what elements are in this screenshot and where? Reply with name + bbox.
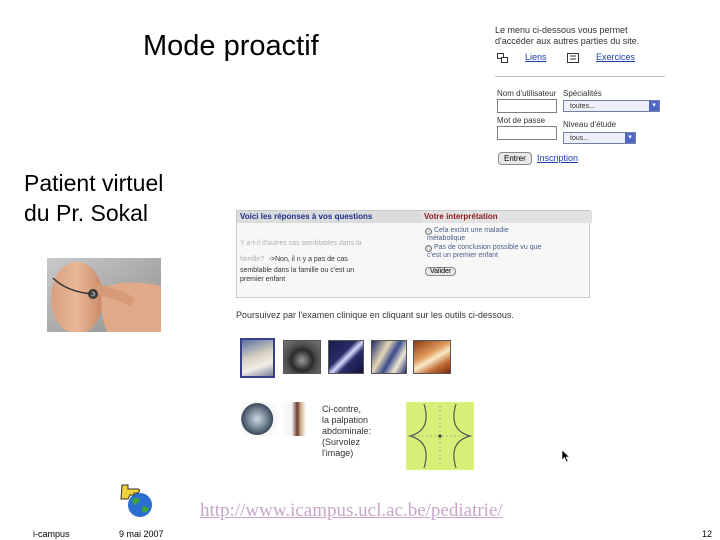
menu-intro-line-1: Le menu ci-dessous vous permet [495,25,628,35]
subtitle-line-2: du Pr. Sokal [24,200,149,226]
radio-icon[interactable] [425,245,432,252]
specialites-select[interactable] [563,100,660,112]
question-line-2: famille? [240,256,265,263]
subtitle-line-1: Patient virtuel [24,170,164,196]
tool-tile-stethoscope[interactable] [241,402,277,436]
radio-icon[interactable] [425,228,432,235]
inscription-link[interactable]: Inscription [537,153,579,163]
enter-button[interactable]: Entrer [498,152,532,165]
option-1-line-2: métabolique [427,235,466,242]
doctor-examining-baby-photo [47,258,161,332]
interpretation-options [425,227,587,278]
patient-panel [236,210,590,298]
niveau-value: tous... [570,135,590,142]
palpation-note [322,404,371,459]
tool-tile-doctor[interactable] [240,338,275,378]
chevron-down-icon: ▾ [649,101,659,111]
specialites-label: Spécialités [563,89,602,98]
tool-tile-scale[interactable] [283,340,321,374]
chevron-down-icon: ▾ [625,133,635,143]
link-exercices[interactable]: Exercices [596,52,636,62]
globe-icon[interactable] [118,483,154,519]
option-2-line-2: c'est un premier enfant [427,252,498,259]
answer-line-2: semblable dans la famille ou c'est un [240,267,355,274]
cursor-arrow-icon [562,450,571,463]
password-input[interactable] [497,126,557,140]
menu-divider [495,76,665,77]
option-2[interactable] [425,244,587,252]
slide-subtitle [24,168,163,228]
exam-instruction: Poursuivez par l'examen clinique en cliquant sur les outils ci-dessous. [236,310,514,320]
answer-line-1: ->Non, il n y a pas de cas [268,256,348,263]
note-line-2: la palpation [322,415,369,425]
abdomen-palpation-image[interactable] [406,402,474,470]
question-line-1: Y a-t-il d'autres cas semblables dans la [240,240,362,247]
link-liens[interactable]: Liens [525,52,547,62]
niveau-select[interactable] [563,132,636,144]
footer-left: i-campus [33,529,70,539]
tool-tile-instrument[interactable] [371,340,407,374]
footer-date: 9 mai 2007 [119,529,164,539]
exercises-icon [567,53,579,63]
option-2-line-1: Pas de conclusion possible vu que [434,244,542,251]
password-label: Mot de passe [497,116,546,125]
menu-intro-line-2: d'accéder aux autres parties du site. [495,36,640,46]
links-icon [497,53,508,63]
tool-tile-otoscope[interactable] [281,402,317,436]
tool-tile-thermometer[interactable] [328,340,364,374]
answer-line-3: premier enfant [240,276,286,283]
validate-button[interactable]: Valider [425,267,456,276]
slide-title: Mode proactif [143,30,319,62]
answers-header: Voici les réponses à vos questions [237,211,422,223]
note-line-4: (Survolez [322,437,361,447]
menu-links [495,52,670,66]
username-input[interactable] [497,99,557,113]
question-answer-line [240,248,416,266]
menu-intro [495,25,670,47]
site-url-link[interactable]: http://www.icampus.ucl.ac.be/pediatrie/ [200,500,503,521]
note-line-1: Ci-contre, [322,404,362,414]
option-1[interactable] [425,227,587,235]
answer-block [240,239,416,284]
tool-tile-reflex[interactable] [413,340,451,374]
specialites-value: toutes... [570,103,595,110]
page-number: 12 [702,529,713,539]
note-line-3: abdominale: [322,426,372,436]
username-label: Nom d'utilisateur [497,89,557,98]
niveau-label: Niveau d'étude [563,120,617,129]
interpretation-header: Votre interprétation [421,211,592,223]
note-line-5: l'image) [322,448,354,458]
option-1-line-1: Cela exclut une maladie [434,227,509,234]
